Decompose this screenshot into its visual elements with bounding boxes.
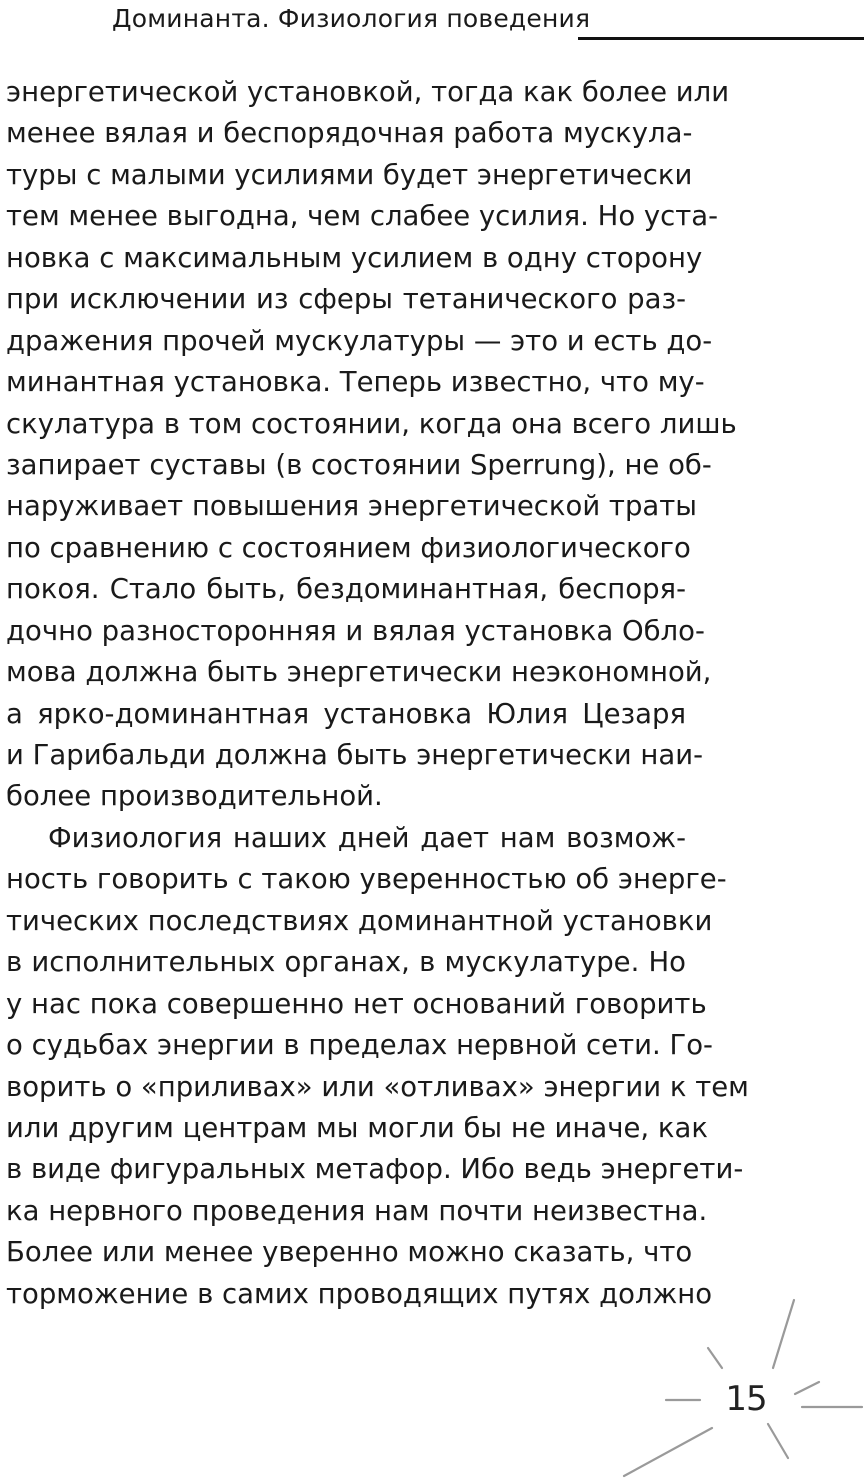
text-line: или другим центрам мы могли бы не иначе, как (6, 1111, 708, 1144)
text-line: и Гарибальди должна быть энергетически наи- (6, 739, 704, 771)
paragraph (6, 72, 737, 818)
text-line: а ярко-доминантная установка Юлия Цезаря (6, 697, 686, 730)
text-line: тем менее выгодна, чем слабее усилия. Но уста- (6, 200, 719, 233)
text-line: менее вялая и беспорядочная работа мускула- (6, 117, 693, 150)
text-line: при исключении из сферы тетанического раз- (6, 283, 686, 316)
paragraph (6, 818, 749, 1315)
page-number: 15 (725, 1379, 767, 1419)
text-line: наруживает повышения энергетической траты (6, 490, 697, 523)
header-rule (578, 37, 864, 40)
text-line: запирает суставы (в состоянии Sperrung), не об- (6, 448, 712, 481)
text-line: новка с максимальным усилием в одну сторону (6, 241, 703, 274)
text-line: ность говорить с такою уверенностью об энерге- (6, 863, 727, 896)
text-line: тических последствиях доминантной установки (6, 904, 713, 937)
text-line: дражения прочей мускулатуры — это и есть до- (6, 324, 713, 357)
text-line: покоя. Стало быть, бездоминантная, беспоря- (6, 573, 686, 606)
sunburst-ray (795, 1382, 819, 1394)
text-line: Физиология наших дней дает нам возмож- (48, 821, 686, 854)
text-line: ка нервного проведения нам почти неизвестна. (6, 1194, 708, 1227)
text-line: скулатура в том состоянии, когда она всего лишь (6, 407, 737, 440)
sunburst-ray (768, 1424, 788, 1458)
text-line: по сравнению с состоянием физиологического (6, 531, 691, 564)
text-line: туры с малыми усилиями будет энергетически (6, 158, 693, 191)
sunburst-ray (708, 1348, 722, 1368)
sunburst-ray (624, 1428, 712, 1476)
text-line: о судьбах энергии в пределах нервной сети. Го- (6, 1029, 713, 1062)
text-line: минантная установка. Теперь известно, что му- (6, 366, 705, 399)
sunburst-ray (773, 1300, 794, 1368)
text-line: в исполнительных органах, в мускулатуре. Но (6, 946, 686, 979)
text-line: у нас пока совершенно нет оснований говорить (6, 987, 707, 1020)
text-line: торможение в самих проводящих путях должно (6, 1277, 713, 1310)
running-head: Доминанта. Физиология поведения (112, 4, 591, 33)
text-line: Более или менее уверенно можно сказать, что (6, 1236, 693, 1269)
body-text (6, 72, 749, 1315)
text-line: ворить о «приливах» или «отливах» энергии к тем (6, 1070, 749, 1103)
text-line: более производительной. (6, 780, 383, 813)
text-line: дочно разносторонняя и вялая установка Обло- (6, 614, 705, 647)
text-line: мова должна быть энергетически неэкономной, (6, 656, 712, 689)
text-line: в виде фигуральных метафор. Ибо ведь энергети- (6, 1153, 744, 1186)
text-line: энергетической установкой, тогда как более или (6, 76, 730, 108)
